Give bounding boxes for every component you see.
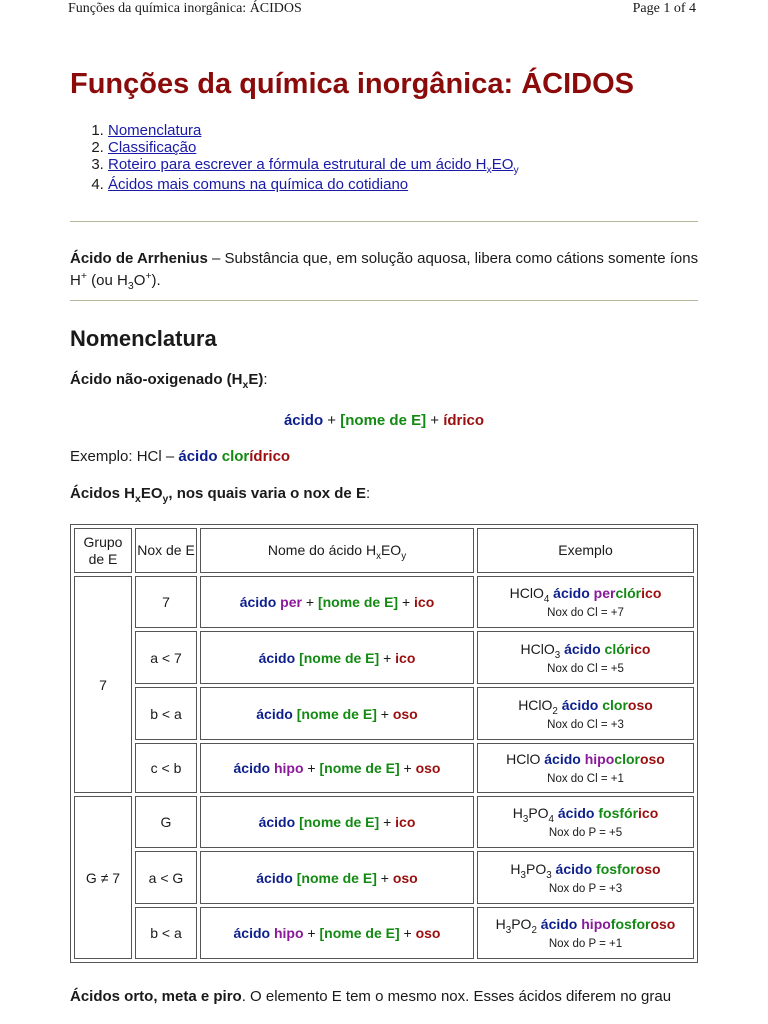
text: + — [376, 869, 393, 886]
name-suffix: oso — [415, 760, 441, 776]
text: Exemplo: HCl – — [70, 448, 179, 465]
toc-link-nomenclatura[interactable]: Nomenclatura — [108, 122, 202, 139]
table-row — [74, 796, 694, 848]
header-grupo: Grupo de E — [74, 528, 132, 573]
header-page-number: Page 1 of 4 — [632, 1, 696, 16]
text: PO — [528, 805, 549, 821]
toc-link-classificacao[interactable]: Classificação — [108, 139, 197, 156]
text: PO — [525, 860, 547, 877]
name-cell — [200, 851, 474, 904]
name-suffix: oso — [392, 869, 418, 886]
text: Nome do ácido H — [267, 542, 377, 558]
subscript: x — [135, 493, 141, 505]
example-formula — [478, 751, 693, 767]
divider — [70, 221, 698, 222]
nox-cell: G — [135, 796, 197, 848]
example-acido: ácido — [536, 916, 578, 932]
example-suffix: oso — [650, 916, 676, 932]
table-row — [74, 743, 694, 793]
nox-cell: c < b — [135, 743, 197, 793]
example-acido: ácido — [549, 585, 590, 601]
text: : — [263, 371, 268, 388]
name-prefix: hipo — [270, 925, 304, 941]
text: + — [301, 594, 318, 610]
table-row — [74, 851, 694, 904]
text: + — [303, 925, 320, 941]
example-nox: Nox do Cl = +1 — [547, 773, 624, 785]
subscript: 4 — [548, 813, 554, 825]
name-prefix: hipo — [270, 760, 304, 776]
example-cell — [477, 576, 694, 628]
example-cell — [477, 796, 694, 848]
toc-item — [108, 156, 519, 176]
example-acido: ácido — [554, 805, 595, 821]
nox-cell: 7 — [135, 576, 197, 628]
text: + — [399, 925, 416, 941]
table-row — [74, 907, 694, 959]
example-suffix: oso — [639, 751, 665, 767]
example-element: fosfor — [592, 860, 636, 877]
example-element: clor — [598, 696, 628, 713]
table-row — [74, 631, 694, 684]
toc-link-text: EO — [491, 156, 514, 173]
subscript: x — [242, 379, 249, 391]
text: HClO — [509, 585, 544, 601]
table-of-contents — [70, 122, 519, 193]
example-formula — [478, 585, 693, 605]
name-element: [nome de E] — [317, 594, 399, 610]
example-formula — [478, 916, 693, 936]
text: , nos quais varia o nox de E — [168, 485, 366, 502]
text: Substância que, em solução aquosa, libera como cátions somente íons H — [70, 250, 699, 289]
example-element: fosfór — [594, 805, 639, 821]
name-acido: ácido — [258, 649, 296, 666]
text: EO — [380, 542, 402, 558]
page-header — [0, 0, 768, 20]
name-cell — [200, 576, 474, 628]
nox-cell: a < 7 — [135, 631, 197, 684]
divider — [70, 300, 698, 301]
example-acido: ácido — [551, 860, 593, 877]
text: + — [426, 412, 444, 429]
header-nome — [200, 528, 474, 573]
example-cell — [477, 631, 694, 684]
text: + — [398, 594, 415, 610]
toc-link-acidos-comuns[interactable]: Ácidos mais comuns na química do cotidiano — [108, 176, 409, 193]
text: Ácidos H — [70, 485, 136, 502]
text: : — [365, 485, 371, 502]
subscript: y — [401, 550, 407, 562]
text: (ou H — [86, 272, 128, 289]
header-title: Funções da química inorgânica: ÁCIDOS — [68, 1, 302, 16]
arrhenius-definition — [70, 248, 710, 292]
text: + — [399, 760, 416, 776]
example-acido: ácido — [557, 696, 599, 713]
name-element: [nome de E] — [296, 705, 377, 722]
name-cell — [200, 907, 474, 959]
name-suffix: ico — [395, 649, 416, 666]
superscript: + — [145, 270, 152, 282]
example-suffix: ídrico — [249, 448, 291, 465]
nomenclature-table — [70, 524, 698, 963]
example-prefix: hipo — [577, 916, 611, 932]
text: H — [512, 805, 523, 821]
name-suffix: oso — [392, 705, 418, 722]
text: + — [303, 760, 320, 776]
text: PO — [511, 916, 532, 932]
text: EO — [140, 485, 163, 502]
group-cell: 7 — [74, 576, 132, 793]
name-cell — [200, 687, 474, 740]
name-element: [nome de E] — [319, 760, 400, 776]
example-cell — [477, 851, 694, 904]
example-line — [70, 448, 290, 465]
header-nox: Nox de E — [135, 528, 197, 573]
example-clor: clor — [217, 448, 250, 465]
example-formula — [478, 860, 693, 881]
name-acido: ácido — [239, 594, 277, 610]
subscript: 2 — [552, 705, 558, 717]
example-formula — [478, 640, 693, 661]
subscript: 3 — [522, 813, 529, 825]
oxygenated-heading — [70, 485, 371, 505]
text: + — [323, 412, 341, 429]
footer-bold: Ácidos orto, meta e piro — [70, 988, 242, 1005]
subscript: 3 — [127, 280, 134, 292]
example-cell — [477, 687, 694, 740]
example-cell — [477, 907, 694, 959]
example-nox: Nox do P = +5 — [548, 827, 623, 839]
example-nox: Nox do Cl = +3 — [547, 718, 624, 731]
subscript: 4 — [543, 593, 550, 605]
subscript: 3 — [505, 924, 512, 936]
subscript: 2 — [531, 924, 537, 936]
subscript: y — [513, 164, 519, 176]
subscript: 3 — [520, 869, 526, 881]
toc-link-roteiro[interactable] — [108, 156, 519, 176]
example-prefix: hipo — [580, 751, 615, 767]
arrhenius-term: Ácido de Arrhenius — [70, 250, 208, 267]
text: + — [379, 649, 396, 666]
name-element: [nome de E] — [319, 925, 400, 941]
text: . O elemento E tem o mesmo nox. Esses ácidos diferem no grau — [241, 988, 672, 1005]
toc-item — [108, 139, 519, 156]
table-row — [74, 687, 694, 740]
subscript: y — [162, 493, 169, 505]
example-suffix: oso — [627, 696, 653, 713]
name-acido: ácido — [258, 814, 296, 830]
text: HClO — [506, 751, 541, 767]
section-title: Nomenclatura — [70, 326, 217, 351]
name-acido: ácido — [233, 760, 271, 776]
text: + — [379, 814, 396, 830]
example-acido: ácido — [560, 640, 601, 657]
name-suffix: oso — [415, 925, 441, 941]
example-element: clór — [600, 640, 631, 657]
text: E) — [248, 371, 264, 388]
example-suffix: ico — [641, 585, 662, 601]
text: ). — [151, 272, 161, 289]
example-cell — [477, 743, 694, 793]
name-suffix: ico — [414, 594, 435, 610]
document-title: Funções da química inorgânica: ÁCIDOS — [70, 68, 634, 100]
toc-item — [108, 122, 519, 139]
example-suffix: ico — [630, 640, 651, 657]
toc-item — [108, 176, 519, 193]
non-oxygenated-heading — [70, 371, 268, 391]
example-prefix: per — [589, 585, 616, 601]
subscript: 3 — [546, 869, 552, 881]
example-formula — [478, 805, 693, 825]
text: HClO — [520, 640, 555, 657]
text: H — [495, 916, 506, 932]
footer-paragraph — [70, 988, 671, 1005]
nox-cell: a < G — [135, 851, 197, 904]
table-header-row — [74, 528, 694, 573]
example-nox: Nox do Cl = +5 — [547, 662, 624, 675]
name-cell — [200, 743, 474, 793]
rule-suffix: ídrico — [443, 412, 485, 429]
text: HClO — [518, 696, 553, 713]
rule-nome: [nome de E] — [340, 412, 427, 429]
name-acido: ácido — [256, 869, 293, 886]
name-acido: ácido — [256, 705, 293, 722]
example-suffix: ico — [638, 805, 659, 821]
nox-cell: b < a — [135, 687, 197, 740]
example-formula — [478, 696, 693, 717]
example-nox: Nox do P = +1 — [548, 938, 623, 950]
header-exemplo: Exemplo — [477, 528, 694, 573]
name-element: [nome de E] — [296, 869, 377, 886]
nox-cell: b < a — [135, 907, 197, 959]
name-cell — [200, 631, 474, 684]
name-suffix: ico — [395, 814, 416, 830]
example-suffix: oso — [635, 860, 661, 877]
subscript: 3 — [554, 649, 561, 661]
name-element: [nome de E] — [299, 814, 380, 830]
group-cell: G ≠ 7 — [74, 796, 132, 959]
example-nox: Nox do Cl = +7 — [547, 607, 624, 619]
rule-acido: ácido — [283, 412, 324, 429]
example-acido: ácido — [178, 448, 218, 465]
example-element: clor — [614, 751, 640, 767]
table-row — [74, 576, 694, 628]
subscript: x — [376, 550, 381, 562]
name-acido: ácido — [233, 925, 271, 941]
text: + — [376, 705, 393, 722]
example-acido: ácido — [540, 751, 581, 767]
name-prefix: per — [276, 594, 302, 610]
example-nox: Nox do P = +3 — [548, 882, 623, 895]
text: O — [133, 272, 146, 289]
example-element: clór — [615, 585, 642, 601]
example-element: fosfor — [610, 916, 651, 932]
superscript: + — [80, 270, 87, 282]
text: H — [510, 860, 521, 877]
naming-rule — [70, 412, 698, 429]
text: – — [207, 250, 225, 267]
name-element: [nome de E] — [299, 649, 380, 666]
name-cell — [200, 796, 474, 848]
text: Ácido não-oxigenado (H — [70, 371, 243, 388]
toc-link-text: Roteiro para escrever a fórmula estrutural de um ácido H — [108, 156, 487, 173]
subscript: x — [486, 164, 492, 176]
